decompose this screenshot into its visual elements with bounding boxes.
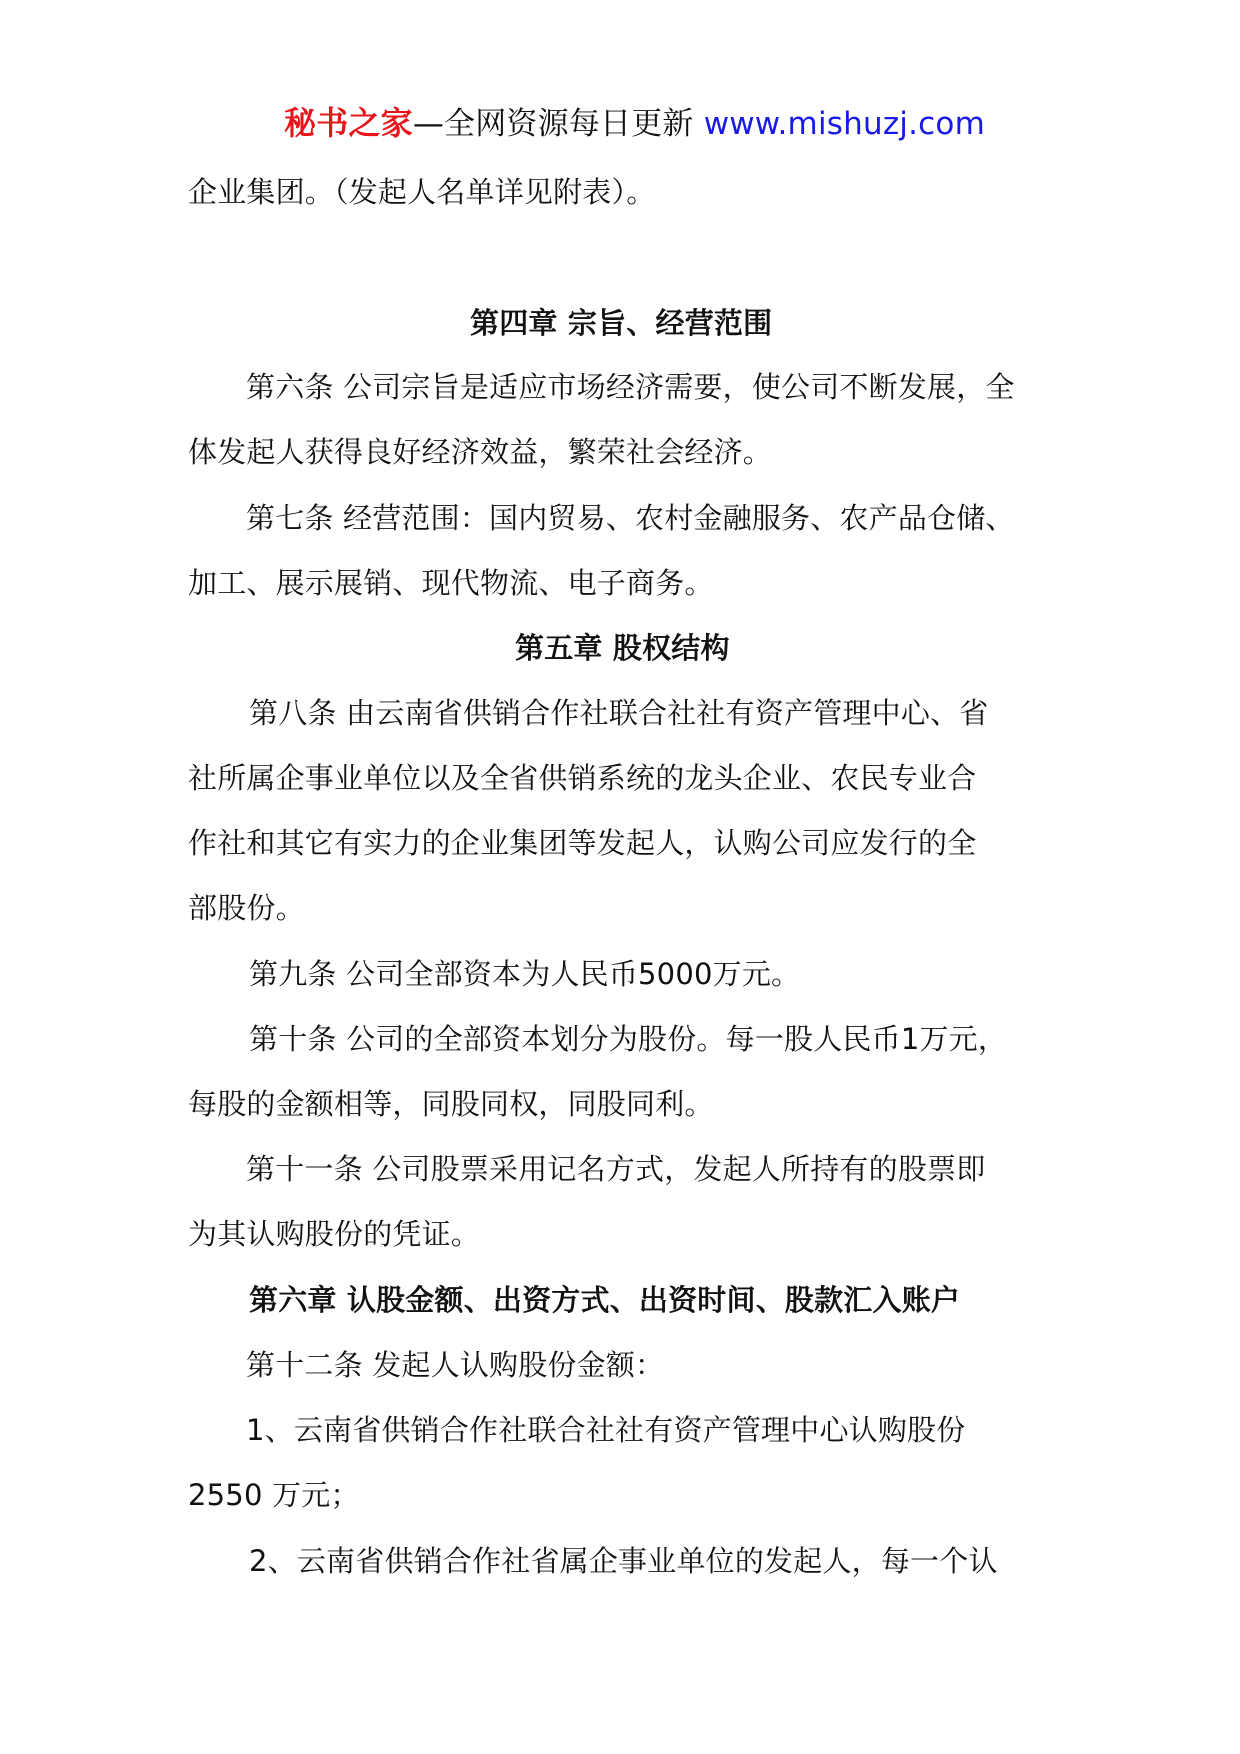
article-8-line-2: 社所属企事业单位以及全省供销系统的龙头企业、农民专业合 [188, 761, 977, 795]
chapter-heading-4: 第四章 宗旨、经营范围 [470, 306, 773, 340]
article-9: 第九条 公司全部资本为人民币5000万元。 [249, 957, 801, 991]
article-6-line-1: 第六条 公司宗旨是适应市场经济需要，使公司不断发展，全 [246, 370, 1015, 404]
banner-tagline: —全网资源每日更新 [412, 106, 694, 142]
banner-url-link[interactable]: www.mishuzj.com [703, 106, 985, 142]
chapter-heading-6: 第六章 认股金额、出资方式、出资时间、股款汇入账户 [249, 1283, 961, 1317]
article-10-line-1: 第十条 公司的全部资本划分为股份。每一股人民币1万元， [249, 1022, 1008, 1056]
list-item-1-line-2: 2550 万元； [188, 1478, 360, 1512]
banner-brand: 秘书之家 [284, 104, 413, 142]
article-7-line-1: 第七条 经营范围：国内贸易、农村金融服务、农产品仓储、 [246, 501, 1015, 535]
article-8-line-4: 部股份。 [188, 891, 305, 925]
site-banner [284, 103, 985, 144]
list-item-1-line-1: 1、云南省供销合作社联合社社有资产管理中心认购股份 [246, 1413, 966, 1447]
article-12: 第十二条 发起人认购股份金额： [246, 1348, 665, 1382]
article-7-line-2: 加工、展示展销、现代物流、电子商务。 [188, 566, 714, 600]
article-8-line-1: 第八条 由云南省供销合作社联合社社有资产管理中心、省 [249, 696, 989, 730]
article-6-line-2: 体发起人获得良好经济效益，繁荣社会经济。 [188, 435, 773, 469]
article-8-line-3: 作社和其它有实力的企业集团等发起人，认购公司应发行的全 [188, 826, 977, 860]
chapter-heading-5: 第五章 股权结构 [515, 631, 730, 665]
text-line: 企业集团。（发起人名单详见附表）。 [188, 175, 656, 209]
list-item-2-line-1: 2、云南省供销合作社省属企事业单位的发起人，每一个认 [249, 1544, 998, 1578]
article-11-line-1: 第十一条 公司股票采用记名方式，发起人所持有的股票即 [246, 1152, 986, 1186]
article-11-line-2: 为其认购股份的凭证。 [188, 1217, 481, 1251]
article-10-line-2: 每股的金额相等，同股同权，同股同利。 [188, 1087, 714, 1121]
